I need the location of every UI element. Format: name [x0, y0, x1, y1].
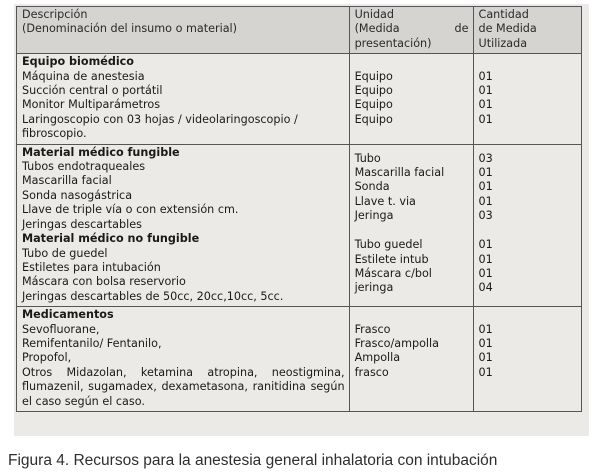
section-medications	[17, 307, 582, 412]
figure-caption: Figura 4. Recursos para la anestesia general inhalatoria con intubación	[8, 452, 498, 469]
item-unit: Estilete intub	[354, 252, 429, 266]
item-unit: Equipo	[354, 98, 393, 112]
section-medications-units	[349, 307, 473, 412]
item-unit: Ampolla	[354, 351, 401, 365]
item-quantity: 01	[478, 194, 493, 208]
item-quantity: 03	[478, 151, 493, 165]
item-quantity: 03	[478, 209, 493, 223]
item-quantity: 01	[478, 112, 493, 126]
item-description: Mascarilla facial	[22, 174, 112, 188]
item-unit: Mascarilla facial	[354, 166, 445, 180]
item-unit: Equipo	[354, 112, 393, 126]
header-unit-subtitle-b: de	[454, 22, 469, 36]
item-unit: Jeringa	[354, 209, 394, 223]
section-biomedical-quantities	[473, 54, 581, 144]
item-description: Remifentanilo/ Fentanilo,	[22, 336, 162, 350]
section-materials-units	[349, 144, 473, 306]
item-quantity: 01	[478, 365, 493, 379]
item-description: Propofol,	[22, 351, 72, 365]
section-materials-quantities	[473, 144, 581, 306]
item-description: Estiletes para intubación	[22, 260, 161, 274]
section-biomedical-units	[349, 54, 473, 144]
header-unit-subtitle	[355, 22, 469, 36]
item-description: Monitor Multiparámetros	[22, 98, 161, 112]
header-unit-title: Unidad	[354, 8, 395, 21]
item-unit: Equipo	[354, 84, 393, 98]
section-title: Equipo biomédico	[22, 55, 134, 69]
header-unit	[349, 7, 473, 54]
item-unit: Tubo guedel	[354, 238, 423, 252]
item-description: Jeringas descartables	[22, 217, 142, 231]
item-quantity: 01	[478, 180, 493, 194]
section-title: Medicamentos	[22, 308, 114, 322]
item-quantity: 01	[478, 322, 493, 336]
table-header-row	[17, 7, 582, 54]
item-unit: jeringa	[354, 281, 394, 295]
document-scan	[14, 4, 589, 436]
item-description: Tubos endotraqueales	[22, 160, 146, 174]
header-description-subtitle: (Denominación del insumo o material)	[22, 22, 238, 36]
header-quantity-title: Cantidad	[478, 8, 529, 21]
item-description: Tubo de guedel	[22, 246, 108, 260]
item-description: Laringoscopio con 03 hojas / videolaringoscopio / fibroscopio.	[22, 112, 298, 141]
section-biomedical-descriptions	[17, 54, 350, 144]
header-description	[17, 7, 350, 54]
item-unit: Frasco/ampolla	[354, 336, 440, 350]
item-unit: Equipo	[354, 69, 393, 83]
item-unit: Frasco	[354, 322, 391, 336]
header-quantity	[473, 7, 581, 54]
header-unit-subtitle-a: (Medida	[354, 22, 400, 36]
resources-table	[16, 6, 582, 412]
item-quantity: 01	[478, 266, 493, 280]
item-unit: Sonda	[354, 180, 390, 194]
item-description: Llave de triple vía o con extensión cm.	[22, 203, 239, 217]
item-description: Jeringas descartables de 50cc, 20cc,10cc, 5cc.	[22, 289, 284, 303]
item-unit: frasco	[354, 365, 389, 379]
header-quantity-subtitle-b: Utilizada	[478, 36, 528, 50]
header-quantity-subtitle: de Medida	[478, 22, 537, 36]
item-quantity: 01	[478, 336, 493, 350]
item-quantity: 01	[478, 351, 493, 365]
item-description: Máquina de anestesia	[22, 69, 145, 83]
item-description: Succión central o portátil	[22, 84, 163, 98]
header-unit-subtitle-c: presentación)	[354, 36, 432, 50]
section-medications-descriptions	[17, 307, 350, 412]
item-quantity: 01	[478, 252, 493, 266]
item-unit: Llave t. via	[354, 194, 416, 208]
item-quantity: 01	[478, 98, 493, 112]
item-description: Sevofluorane,	[22, 322, 100, 336]
item-unit: Máscara c/bol	[354, 266, 432, 280]
header-description-title: Descripción	[22, 8, 88, 21]
section-medications-quantities	[473, 307, 581, 412]
item-description: Sonda nasogástrica	[22, 188, 133, 202]
item-quantity: 01	[478, 238, 493, 252]
item-description: Otros Midazolan, ketamina atropina, neostigmina, flumazenil, sugamadex, dexametasona, ranitidina según el caso según el caso.	[22, 365, 345, 408]
item-quantity: 01	[478, 84, 493, 98]
section-title: Material médico fungible	[22, 145, 180, 159]
section-title: Material médico no fungible	[22, 232, 200, 246]
section-materials	[17, 144, 582, 306]
item-description: Máscara con bolsa reservorio	[22, 275, 186, 289]
section-materials-descriptions	[17, 144, 350, 306]
item-quantity: 01	[478, 166, 493, 180]
item-quantity: 04	[478, 281, 493, 295]
item-quantity: 01	[478, 69, 493, 83]
section-biomedical	[17, 54, 582, 144]
item-unit: Tubo	[354, 151, 381, 165]
